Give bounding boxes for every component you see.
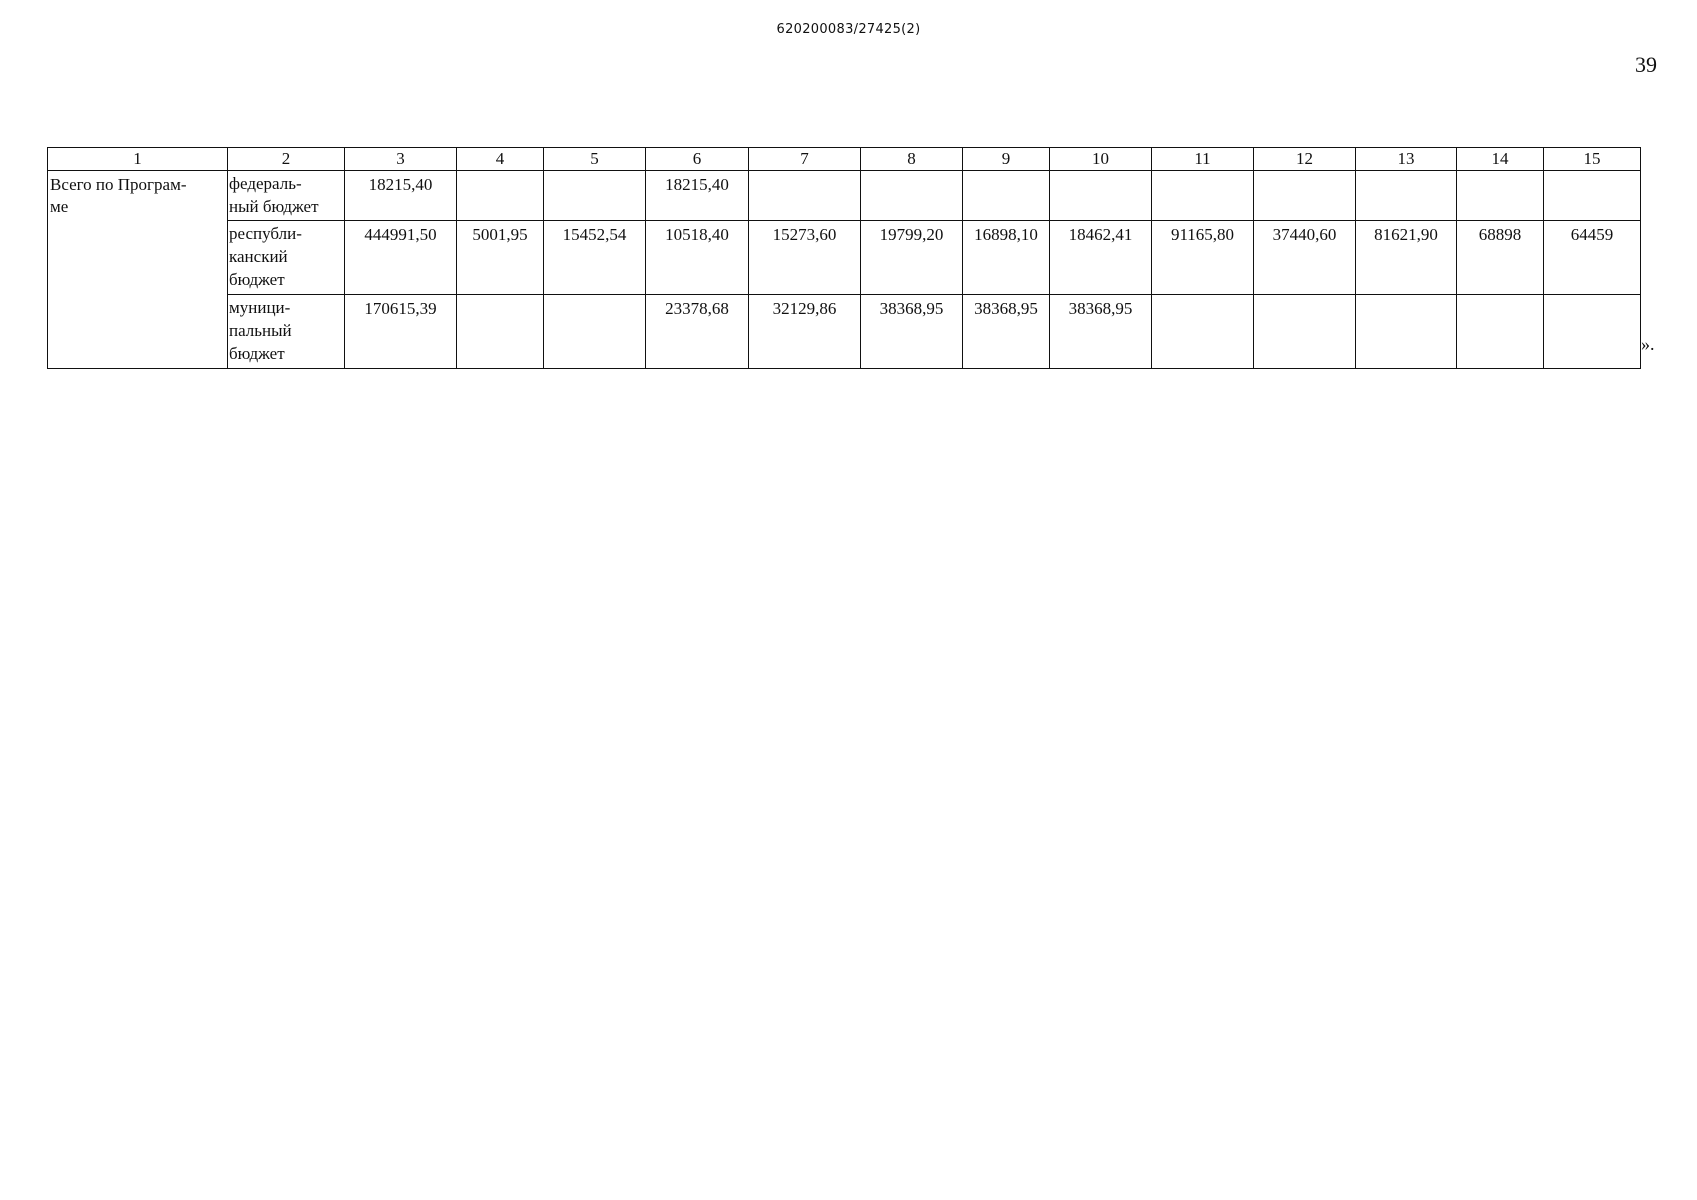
- column-number-13: 13: [1356, 148, 1457, 171]
- budget-source-label: республи- канский бюджет: [228, 221, 345, 295]
- value-cell: [1457, 295, 1544, 369]
- value-cell: [457, 171, 544, 221]
- page-number: 39: [1635, 52, 1657, 77]
- budget-source-label: федераль- ный бюджет: [228, 171, 345, 221]
- column-number-6: 6: [646, 148, 749, 171]
- value-cell: [544, 295, 646, 369]
- value-cell: 18215,40: [345, 171, 457, 221]
- value-cell: [1544, 171, 1641, 221]
- value-cell: [861, 171, 963, 221]
- budget-table: [47, 147, 1641, 369]
- column-number-5: 5: [544, 148, 646, 171]
- column-number-7: 7: [749, 148, 861, 171]
- value-cell: 16898,10: [963, 221, 1050, 295]
- budget-source-label: муници- пальный бюджет: [228, 295, 345, 369]
- value-cell: [1254, 295, 1356, 369]
- column-number-9: 9: [963, 148, 1050, 171]
- table-row: [48, 295, 1641, 369]
- value-cell: [749, 171, 861, 221]
- column-number-2: 2: [228, 148, 345, 171]
- value-cell: 444991,50: [345, 221, 457, 295]
- value-cell: 23378,68: [646, 295, 749, 369]
- value-cell: 32129,86: [749, 295, 861, 369]
- document-id: 620200083/27425(2): [776, 22, 921, 37]
- value-cell: [457, 295, 544, 369]
- value-cell: [1457, 171, 1544, 221]
- closing-quote-mark: ».: [1641, 334, 1655, 354]
- value-cell: [1050, 171, 1152, 221]
- value-cell: 170615,39: [345, 295, 457, 369]
- value-cell: [1152, 171, 1254, 221]
- value-cell: 38368,95: [963, 295, 1050, 369]
- value-cell: [1356, 295, 1457, 369]
- column-number-11: 11: [1152, 148, 1254, 171]
- value-cell: 38368,95: [1050, 295, 1152, 369]
- value-cell: [1356, 171, 1457, 221]
- column-number-10: 10: [1050, 148, 1152, 171]
- column-number-15: 15: [1544, 148, 1641, 171]
- column-number-1: 1: [48, 148, 228, 171]
- value-cell: 64459: [1544, 221, 1641, 295]
- value-cell: 38368,95: [861, 295, 963, 369]
- value-cell: [1152, 295, 1254, 369]
- value-cell: 15452,54: [544, 221, 646, 295]
- value-cell: 5001,95: [457, 221, 544, 295]
- value-cell: [1254, 171, 1356, 221]
- value-cell: 91165,80: [1152, 221, 1254, 295]
- value-cell: [544, 171, 646, 221]
- value-cell: 68898: [1457, 221, 1544, 295]
- value-cell: 18462,41: [1050, 221, 1152, 295]
- value-cell: 10518,40: [646, 221, 749, 295]
- column-number-row: [48, 148, 1641, 171]
- value-cell: 81621,90: [1356, 221, 1457, 295]
- column-number-12: 12: [1254, 148, 1356, 171]
- table-row: [48, 221, 1641, 295]
- column-number-8: 8: [861, 148, 963, 171]
- column-number-14: 14: [1457, 148, 1544, 171]
- value-cell: 18215,40: [646, 171, 749, 221]
- program-total-label: Всего по Програм- ме: [48, 171, 228, 369]
- value-cell: 15273,60: [749, 221, 861, 295]
- column-number-4: 4: [457, 148, 544, 171]
- value-cell: [963, 171, 1050, 221]
- table-row: [48, 171, 1641, 221]
- value-cell: [1544, 295, 1641, 369]
- value-cell: 37440,60: [1254, 221, 1356, 295]
- value-cell: 19799,20: [861, 221, 963, 295]
- column-number-3: 3: [345, 148, 457, 171]
